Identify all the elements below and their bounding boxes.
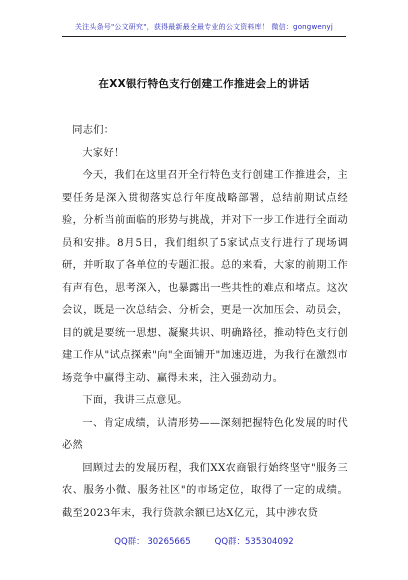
- header-banner: 关注头条号"公文研究"，获得最新最全最专业的公文资料库！ 微信：gongwenyj: [74, 23, 334, 31]
- document-title: 在XX银行特色支行创建工作推进会上的讲话: [98, 78, 310, 90]
- footer-contact: [0, 535, 408, 547]
- salutation: 同志们：: [72, 125, 115, 136]
- paragraph-review: 回顾过去的发展历程，我们XX农商银行始终坚守"服务三农、服务小微、服务社区"的市场定位，取得了一定的成绩。截至2023年末，我行贷款余额已达X亿元，其中涉农贷: [62, 462, 348, 519]
- document-body: [62, 120, 348, 525]
- greeting: 大家好！: [82, 147, 125, 159]
- footer-qq-group-2: QQ群：535304092: [214, 537, 294, 547]
- footer-qq-group-1: QQ群： 30265665: [114, 537, 191, 547]
- section-heading-1: 一、肯定成绩，认清形势——深刻把握特色化发展的时代必然: [62, 417, 348, 451]
- header-divider: [62, 36, 346, 37]
- paragraph-outline: 下面，我讲三点意见。: [82, 395, 188, 406]
- paragraph-intro: 今天，我们在这里召开全行特色支行创建工作推进会，主要任务是深入贯彻落实总行年度战略部署，总结前期试点经验，分析当前面临的形势与挑战，并对下一步工作进行全面动员和安排。8月5日，我们组织了5家试点支行进行了现场调研，并听取了各单位的专题汇报。总的来看，大家的前期工作有声有色，思考深入，也暴露出一些共性的难点和堵点。这次会议，既是一次总结会、分析会，更是一次加压会、动员会，目的就是要统一思想、凝聚共识、明确路径，推动特色支行创建工作从"试点探索"向"全面铺开"加速迈进，为我行在激烈市场竞争中赢得主动、赢得未来，注入强劲动力。: [62, 170, 348, 384]
